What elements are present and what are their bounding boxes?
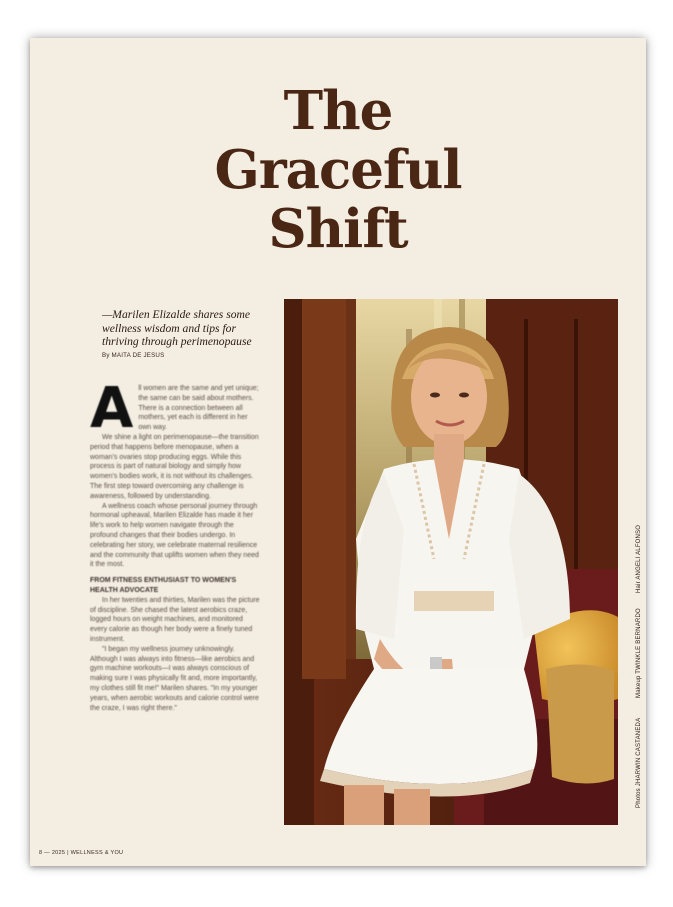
- magazine-page: [30, 38, 646, 866]
- article-body: [90, 376, 260, 713]
- title-line-3: Shift: [268, 198, 408, 260]
- credit-makeup: Makeup TWINKLE BERNARDO: [636, 608, 642, 698]
- paragraph-1: All women are the same and yet unique; the same can be said about mothers. There is a connection between all mothers, yet each is different in her own way.: [90, 376, 259, 441]
- paragraph-4: In her twenties and thirties, Marilen was the picture of discipline. She chased the latest aerobics craze, logged hours on weight machines, and monitored every calorie as though her body were a finely tuned instrument.: [90, 596, 260, 643]
- credit-hair: Hair ANGELI ALFONSO: [636, 524, 642, 593]
- section-subhead: FROM FITNESS ENTHUSIAST TO WOMEN'S HEALTH ADVOCATE: [90, 577, 237, 594]
- portrait-photo: [284, 299, 618, 825]
- article-deck: —Marilen Elizalde shares some wellness wisdom and tips for thriving through perimenopause: [102, 308, 252, 348]
- byline: By MAITA DE JESUS: [102, 352, 165, 359]
- title-line-2: Graceful: [214, 139, 462, 201]
- paragraph-2: We shine a light on perimenopause—the transition period that happens before menopause, when a woman's ovaries stop producing eggs. While this process is part of natural biology and simply how women's bodies work, it is not without its challenges. The first step toward overcoming any challenge is awareness, followed by understanding.: [90, 433, 259, 500]
- credit-photos: Photos JHARWIN CASTANEDA: [636, 717, 642, 808]
- paragraph-3: A wellness coach whose personal journey through hormonal upheaval, Marilen Elizalde has made it her life's work to help women navigate through the profound changes that their bodies undergo. In celebrating her story, we celebrate maternal resilience and the community that uplifts women when they need it the most.: [90, 502, 259, 569]
- page-footer: 8 — 2025 | WELLNESS & YOU: [39, 850, 124, 856]
- portrait-illustration: [284, 299, 618, 825]
- article-title: [30, 82, 646, 259]
- paragraph-5: "I began my wellness journey unknowingly. Although I was always into fitness—like aerobics and gym machine workouts—I was always conscious of making sure I was physically fit and, more importantly, my clothes still fit me!" Marilen shares. "In my younger years, when aerobic workouts and calorie control were the craze, I was right there.": [90, 645, 259, 712]
- title-line-1: The: [283, 80, 393, 142]
- drop-cap: A: [90, 376, 134, 441]
